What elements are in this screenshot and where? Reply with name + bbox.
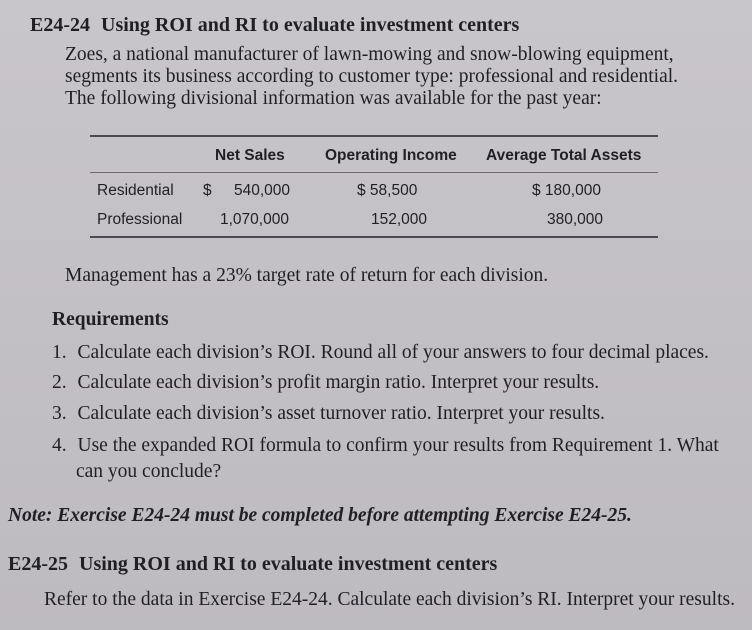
list-item	[52, 402, 605, 426]
requirement-text: Calculate each division’s ROI. Round all of your answers to four decimal places.	[77, 342, 709, 363]
operating-income-value: 152,000	[371, 211, 428, 228]
net-sales-value: 540,000	[234, 182, 291, 199]
requirement-text: Calculate each division’s asset turnover ratio. Interpret your results.	[77, 403, 605, 424]
management-text: Management has a 23% target rate of return for each division.	[65, 265, 549, 286]
requirements-heading: Requirements	[52, 309, 169, 330]
exercise-title: Using ROI and RI to evaluate investment centers	[79, 553, 498, 575]
list-item	[52, 371, 599, 395]
note-text: Note: Exercise E24-24 must be completed before attempting Exercise E24-25.	[8, 505, 632, 526]
header-rule	[90, 172, 658, 173]
requirement-number: 2.	[52, 372, 67, 393]
requirement-text: Use the expanded ROI formula to confirm your results from Requirement 1. What	[77, 435, 719, 456]
exercise-body: Refer to the data in Exercise E24-24. Calculate each division’s RI. Interpret your results.	[44, 589, 735, 610]
average-total-assets-value: 380,000	[547, 211, 604, 228]
exercise-heading	[30, 14, 519, 37]
net-sales-dollar: $	[203, 182, 212, 199]
net-sales-value: 1,070,000	[220, 211, 289, 228]
exercise-title: Using ROI and RI to evaluate investment centers	[101, 14, 520, 36]
header-net-sales: Net Sales	[215, 147, 285, 164]
intro-line-2: segments its business according to customer type: professional and residential.	[65, 66, 679, 87]
exercise-heading	[8, 553, 497, 576]
table-bottom-rule	[90, 236, 658, 238]
operating-income-value: $ 58,500	[357, 182, 418, 199]
header-average-total-assets: Average Total Assets	[486, 147, 642, 164]
average-total-assets-value: $ 180,000	[532, 182, 601, 199]
exercise-number: E24-25	[8, 553, 68, 575]
list-item	[52, 434, 719, 458]
intro-line-3: The following divisional information was available for the past year:	[65, 88, 602, 109]
exercise-number: E24-24	[30, 14, 90, 36]
list-item	[52, 341, 709, 365]
header-operating-income: Operating Income	[325, 147, 457, 164]
row-label: Residential	[97, 182, 174, 199]
row-label: Professional	[97, 211, 183, 228]
requirement-text-continued: can you conclude?	[76, 461, 222, 482]
requirement-number: 4.	[52, 435, 67, 456]
intro-line-1: Zoes, a national manufacturer of lawn-mowing and snow-blowing equipment,	[65, 44, 674, 65]
requirement-number: 1.	[52, 342, 67, 363]
table-top-rule	[90, 135, 658, 137]
requirement-number: 3.	[52, 403, 67, 424]
requirement-text: Calculate each division’s profit margin ratio. Interpret your results.	[77, 372, 600, 393]
